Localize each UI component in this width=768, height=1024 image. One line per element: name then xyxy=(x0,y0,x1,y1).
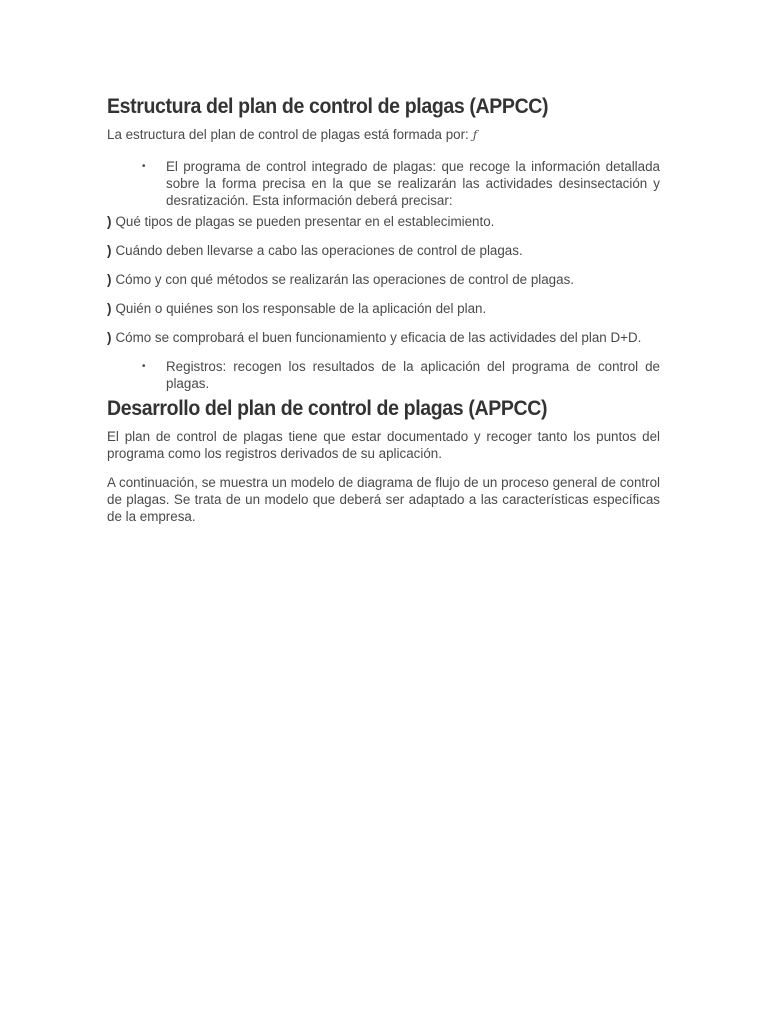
item-marker-icon: ) xyxy=(107,243,112,258)
bullet-list-programa xyxy=(107,158,660,209)
detail-item-5 xyxy=(107,329,660,346)
function-glyph-icon: ƒ xyxy=(472,128,478,142)
detail-item-4 xyxy=(107,300,660,317)
paragraph-documentado: El plan de control de plagas tiene que estar documentado y recoger tanto los puntos del programa como los registros derivados de su aplicación. xyxy=(107,429,660,461)
list-item xyxy=(142,358,660,392)
section-heading-desarrollo: Desarrollo del plan de control de plagas (APPCC) xyxy=(107,397,548,420)
item-marker-icon: ) xyxy=(107,272,112,287)
bullet-text-registros: Registros: recogen los resultados de la aplicación del programa de control de plagas. xyxy=(166,359,660,391)
item-text: Quién o quiénes son los responsable de la aplicación del plan. xyxy=(115,301,487,316)
item-marker-icon: ) xyxy=(107,330,112,345)
item-marker-icon: ) xyxy=(107,301,112,316)
bullet-text-programa: El programa de control integrado de plagas: que recoge la información detallada sobre la forma precisa en la que se realizarán las actividades desinsectación y desratización. Esta información deberá precisar: xyxy=(166,159,660,208)
list-item xyxy=(142,158,660,209)
detail-item-1 xyxy=(107,213,660,230)
intro-paragraph xyxy=(107,126,660,144)
item-text: Qué tipos de plagas se pueden presentar en el establecimiento. xyxy=(115,214,495,229)
document-page xyxy=(107,94,660,537)
bullet-dot-icon: • xyxy=(142,361,146,372)
item-text: Cómo se comprobará el buen funcionamiento y eficacia de las actividades del plan D+D. xyxy=(115,330,642,345)
intro-text: La estructura del plan de control de plagas está formada por: xyxy=(107,127,469,142)
detail-item-2 xyxy=(107,242,660,259)
bullet-list-registros xyxy=(107,358,660,392)
item-text: Cuándo deben llevarse a cabo las operaciones de control de plagas. xyxy=(115,243,523,258)
bullet-dot-icon: • xyxy=(142,161,146,172)
section-heading-estructura: Estructura del plan de control de plagas (APPCC) xyxy=(107,95,549,118)
item-text: Cómo y con qué métodos se realizarán las operaciones de control de plagas. xyxy=(115,272,574,287)
item-marker-icon: ) xyxy=(107,214,112,229)
paragraph-diagrama: A continuación, se muestra un modelo de diagrama de flujo de un proceso general de control de plagas. Se trata de un modelo que deberá ser adaptado a las características específicas de la empresa. xyxy=(107,475,660,524)
detail-item-3 xyxy=(107,271,660,288)
